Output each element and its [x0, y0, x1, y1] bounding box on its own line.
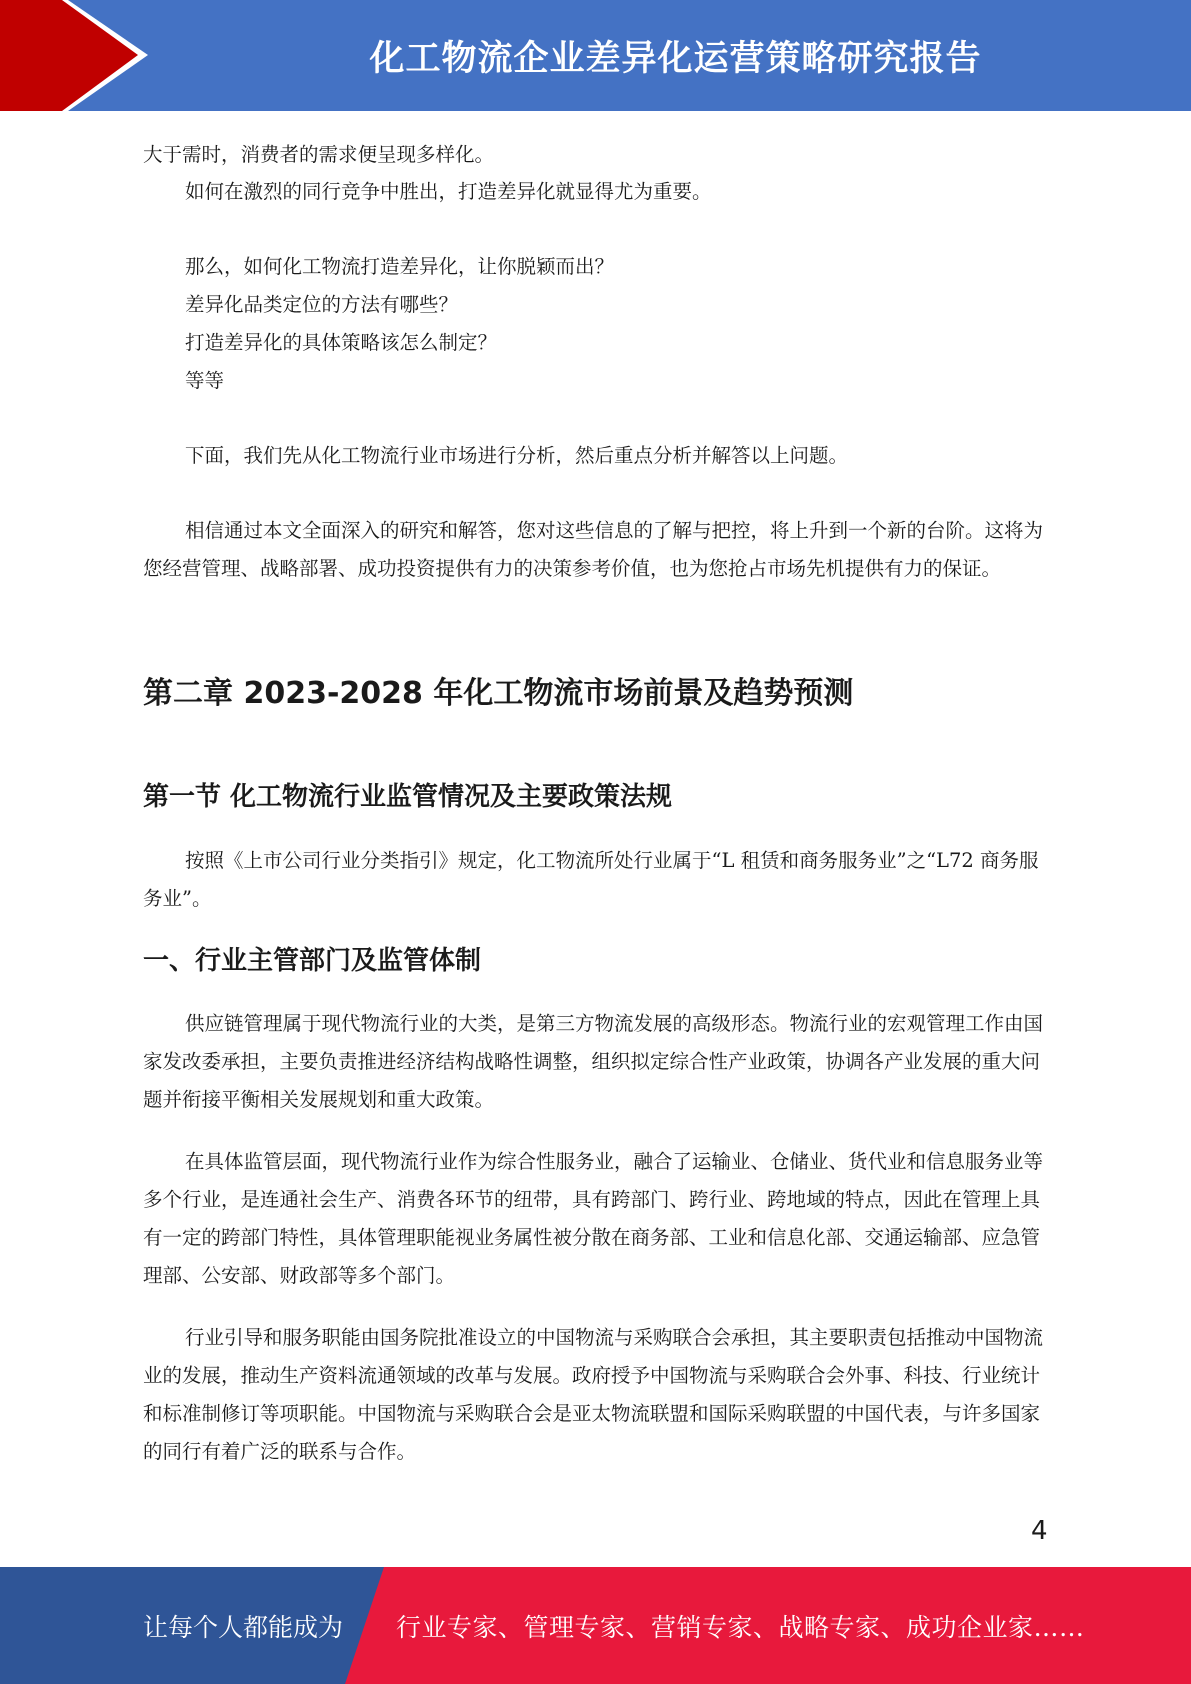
question-1: 那么，如何化工物流打造差异化，让你脱颖而出？ — [185, 255, 615, 278]
paragraph-competition: 如何在激烈的同行竞争中胜出，打造差异化就显得尤为重要。 — [185, 180, 712, 203]
page-footer — [0, 1567, 1191, 1684]
page-number: 4 — [1031, 1516, 1048, 1546]
subsection-title: 一、行业主管部门及监管体制 — [143, 946, 482, 976]
paragraph-value-statement: 相信通过本文全面深入的研究和解答，您对这些信息的了解与把控，将上升到一个新的台阶。这将为您经营管理、战略部署、成功投资提供有力的决策参考价值，也为您抢占市场先机提供有力的保证。 — [143, 519, 1044, 580]
section-title: 第一节 化工物流行业监管情况及主要政策法规 — [143, 782, 673, 812]
question-4: 等等 — [185, 369, 225, 392]
paragraph-industry-classification: 按照《上市公司行业分类指引》规定，化工物流所处行业属于“L 租赁和商务服务业”之“L72 商务服务业”。 — [143, 849, 1039, 910]
report-title: 化工物流企业差异化运营策略研究报告 — [369, 38, 982, 79]
paragraph-macro-management: 供应链管理属于现代物流行业的大类，是第三方物流发展的高级形态。物流行业的宏观管理工作由国家发改委承担，主要负责推进经济结构战略性调整，组织拟定综合性产业政策，协调各产业发展的重大问题并衔接平衡相关发展规划和重大政策。 — [143, 1012, 1044, 1111]
chapter-title: 第二章 2023-2028 年化工物流市场前景及趋势预测 — [143, 676, 854, 711]
paragraph-industry-association: 行业引导和服务职能由国务院批准设立的中国物流与采购联合会承担，其主要职责包括推动中国物流业的发展，推动生产资料流通领域的改革与发展。政府授予中国物流与采购联合会外事、科技、行业统计和标准制修订等项职能。中国物流与采购联合会是亚太物流联盟和国际采购联盟的中国代表，与许多国家的同行有着广泛的联系与合作。 — [143, 1326, 1044, 1463]
paragraph-regulatory-level: 在具体监管层面，现代物流行业作为综合性服务业，融合了运输业、仓储业、货代业和信息服务业等多个行业，是连通社会生产、消费各环节的纽带，具有跨部门、跨行业、跨地域的特点，因此在管理上具有一定的跨部门特性，具体管理职能视业务属性被分散在商务部、工业和信息化部、交通运输部、应急管理部、公安部、财政部等多个部门。 — [143, 1150, 1044, 1287]
footer-slogan-left: 让每个人都能成为 — [143, 1612, 344, 1642]
paragraph-analysis-plan: 下面，我们先从化工物流行业市场进行分析，然后重点分析并解答以上问题。 — [185, 444, 849, 467]
page-header — [0, 0, 1191, 111]
footer-slogan-right: 行业专家、管理专家、营销专家、战略专家、成功企业家…… — [396, 1612, 1085, 1642]
paragraph-intro-continuation: 大于需时，消费者的需求便呈现多样化。 — [143, 143, 495, 166]
question-2: 差异化品类定位的方法有哪些？ — [185, 293, 459, 316]
question-3: 打造差异化的具体策略该怎么制定？ — [185, 331, 498, 354]
